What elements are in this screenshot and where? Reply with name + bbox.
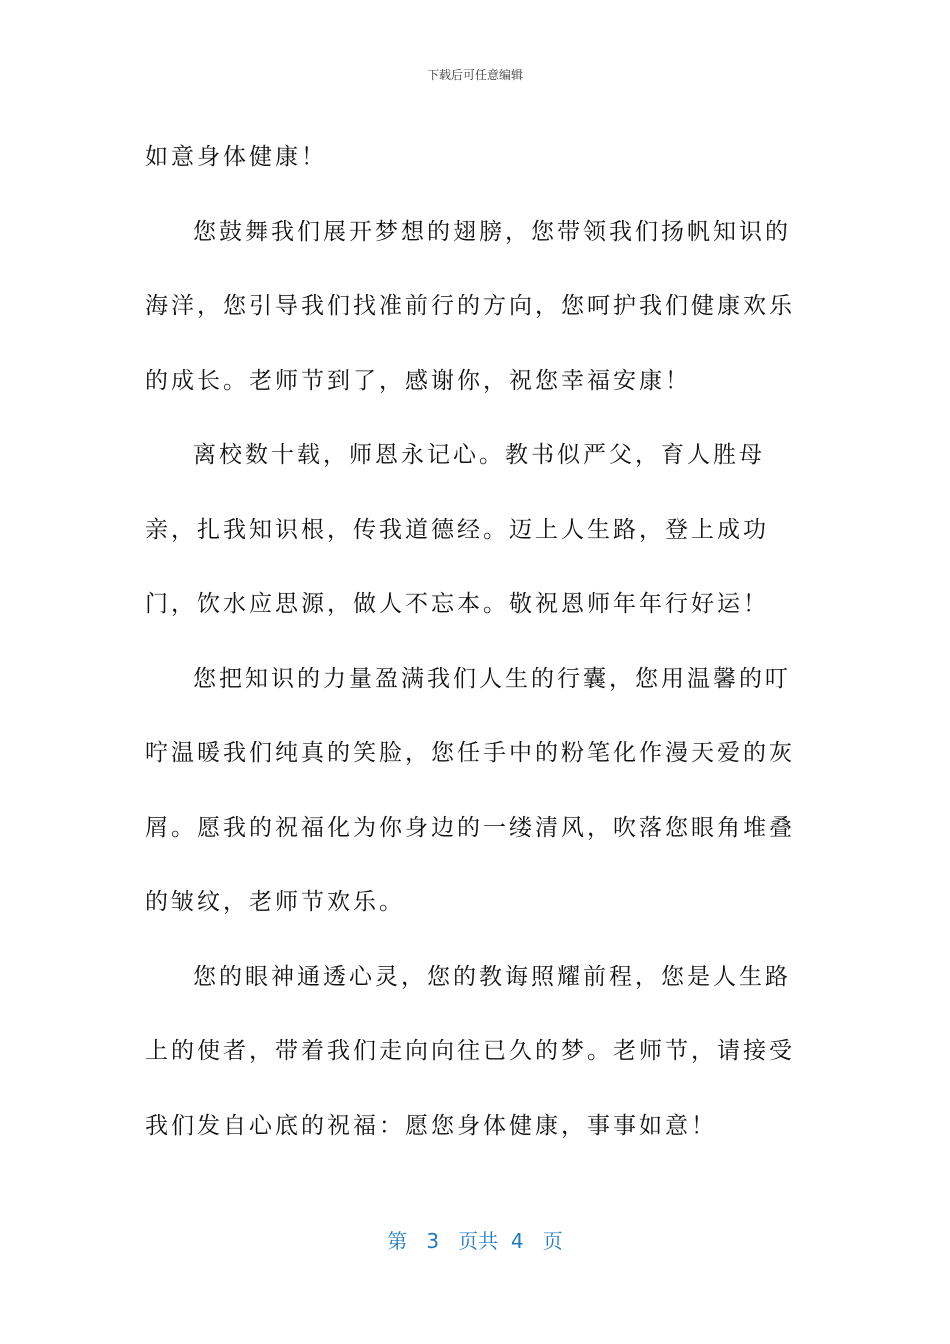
paragraph-3: 离校数十载，师恩永记心。教书似严父，育人胜母亲，扎我知识根，传我道德经。迈上人生路，登上成功门，饮水应思源，做人不忘本。敬祝恩师年年行好运！ — [145, 442, 769, 617]
paragraph-4: 您把知识的力量盈满我们人生的行囊，您用温馨的叮咛温暖我们纯真的笑脸，您任手中的粉笔化作漫天爱的灰屑。愿我的祝福化为你身边的一缕清风，吹落您眼角堆叠的皱纹，老师节欢乐。 — [145, 665, 795, 915]
page-footer — [0, 1225, 950, 1254]
footer-page-suffix: 页 — [542, 1229, 563, 1253]
footer-page-middle: 页共 — [458, 1229, 499, 1253]
header-note: 下载后可任意编辑 — [426, 68, 523, 82]
paragraph-2: 您鼓舞我们展开梦想的翅膀，您带领我们扬帆知识的海洋，您引导我们找准前行的方向，您呵护我们健康欢乐的成长。老师节到了，感谢你，祝您幸福安康！ — [145, 218, 795, 394]
document-body — [145, 120, 805, 1163]
footer-page-prefix: 第 — [387, 1229, 408, 1253]
paragraph-1: 如意身体健康！ — [145, 144, 327, 170]
paragraph-5: 您的眼神通透心灵，您的教诲照耀前程，您是人生路上的使者，带着我们走向向往已久的梦。老师节，请接受我们发自心底的祝福：愿您身体健康，事事如意！ — [145, 963, 795, 1139]
footer-current-page: 3 — [426, 1229, 440, 1253]
footer-total-pages: 4 — [510, 1229, 524, 1253]
